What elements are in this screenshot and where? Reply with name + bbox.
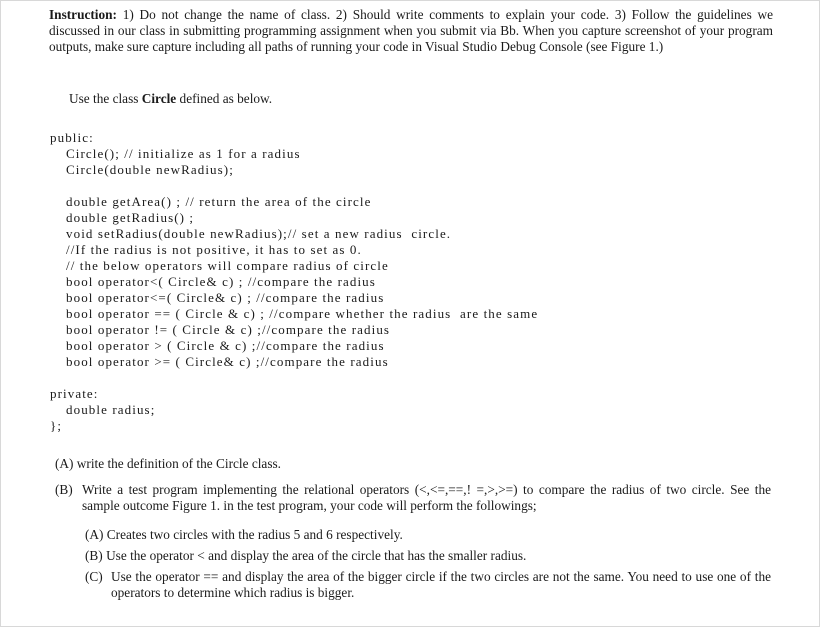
code-set-radius: void setRadius(double newRadius);// set a new radius circle. bbox=[66, 226, 452, 241]
use-line-prefix: Use the class bbox=[69, 91, 142, 106]
sub-item-c bbox=[85, 569, 771, 601]
code-op-ge: bool operator >= ( Circle& c) ;//compare the radius bbox=[66, 354, 389, 369]
code-member-radius: double radius; bbox=[66, 402, 156, 417]
sub-item-c-label: (C) bbox=[85, 569, 103, 584]
code-public: public: bbox=[50, 130, 94, 145]
code-get-area: double getArea() ; // return the area of the circle bbox=[66, 194, 372, 209]
code-op-gt: bool operator > ( Circle & c) ;//compare the radius bbox=[66, 338, 385, 353]
instruction-label: Instruction: bbox=[49, 7, 117, 22]
item-b-text: Write a test program implementing the relational operators (<,<=,==,! =,>,>=) to compare the radius of two circle. See the sample outcome Figure 1. in the test program, your code will perform the followings; bbox=[82, 482, 771, 513]
sub-item-a bbox=[85, 527, 775, 543]
code-ctor-radius: Circle(double newRadius); bbox=[66, 162, 234, 177]
use-line-suffix: defined as below. bbox=[176, 91, 273, 106]
code-ctor-default: Circle(); // initialize as 1 for a radius bbox=[66, 146, 301, 161]
code-op-le: bool operator<=( Circle& c) ; //compare the radius bbox=[66, 290, 385, 305]
code-private: private: bbox=[50, 386, 99, 401]
item-b-label: (B) bbox=[55, 482, 73, 497]
code-comment-operators: // the below operators will compare radius of circle bbox=[66, 258, 389, 273]
sub-item-a-label: (A) bbox=[85, 527, 104, 542]
item-a-text: write the definition of the Circle class. bbox=[76, 456, 281, 471]
code-comment-positive: //If the radius is not positive, it has to set as 0. bbox=[66, 242, 362, 257]
code-get-radius: double getRadius() ; bbox=[66, 210, 195, 225]
class-name: Circle bbox=[141, 91, 177, 106]
sub-item-b-text: Use the operator < and display the area of the circle that has the smaller radius. bbox=[106, 548, 527, 563]
code-op-eq: bool operator == ( Circle & c) ; //compare whether the radius are the same bbox=[66, 306, 539, 321]
use-class-line bbox=[69, 91, 272, 107]
sub-item-b-label: (B) bbox=[85, 548, 103, 563]
code-class-end: }; bbox=[50, 418, 63, 433]
instruction-text: 1) Do not change the name of class. 2) Should write comments to explain your code. 3) Follow the guidelines we discussed in our class in submitting programming assignment when you submit via Bb. When you capture screenshot of your program outputs, make sure capture including all paths of running your code in Visual Studio Debug Console (see Figure 1.) bbox=[49, 7, 773, 55]
item-a bbox=[55, 456, 775, 472]
sub-item-c-text: Use the operator == and display the area of the bigger circle if the two circles are not the same. You need to use one of the operators to determine which radius is bigger. bbox=[111, 569, 771, 600]
code-op-ne: bool operator != ( Circle & c) ;//compare the radius bbox=[66, 322, 391, 337]
code-op-lt: bool operator<( Circle& c) ; //compare the radius bbox=[66, 274, 376, 289]
item-a-label: (A) bbox=[55, 456, 74, 471]
sub-item-b bbox=[85, 548, 775, 564]
item-b bbox=[55, 482, 771, 514]
sub-item-a-text: Creates two circles with the radius 5 and 6 respectively. bbox=[106, 527, 403, 542]
instruction-paragraph bbox=[49, 7, 773, 56]
